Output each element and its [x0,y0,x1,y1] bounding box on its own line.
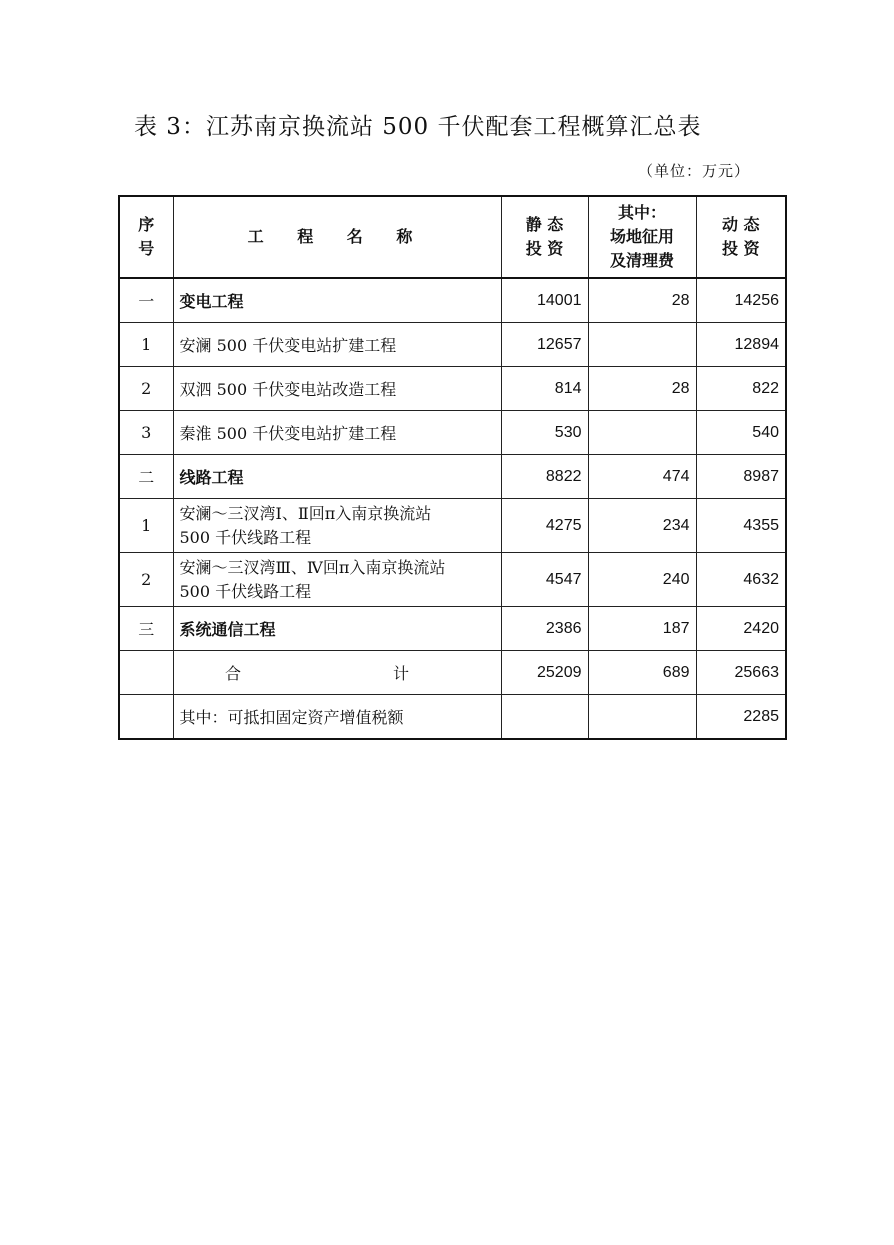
header-seq: 序 号 [119,196,173,278]
row-static: 14001 [501,278,588,323]
vat-dynamic: 2285 [696,695,786,740]
total-land: 689 [588,651,696,695]
unit-note: （单位：万元） [638,162,751,180]
row-static: 4547 [501,553,588,607]
header-name: 工 程 名 称 [173,196,501,278]
row-land: 187 [588,607,696,651]
table-header-row [119,196,786,278]
row-land [588,323,696,367]
vat-land [588,695,696,740]
row-land: 234 [588,499,696,553]
row-name: 线路工程 [173,455,501,499]
row-name: 安澜 500 千伏变电站扩建工程 [173,323,501,367]
row-seq: 3 [119,411,173,455]
summary-table [118,195,787,740]
row-name: 安澜～三汊湾Ⅲ、Ⅳ回π入南京换流站 500 千伏线路工程 [173,553,501,607]
vat-row [119,695,786,740]
table-row [119,323,786,367]
row-seq: 1 [119,499,173,553]
row-land: 240 [588,553,696,607]
table-row [119,499,786,553]
row-dynamic: 4355 [696,499,786,553]
table-row [119,607,786,651]
row-seq: 三 [119,607,173,651]
table-row [119,411,786,455]
row-land: 28 [588,278,696,323]
table-row [119,553,786,607]
row-name: 秦淮 500 千伏变电站扩建工程 [173,411,501,455]
header-dynamic: 动 态 投 资 [696,196,786,278]
row-land [588,411,696,455]
header-land: 其中： 场地征用 及清理费 [588,196,696,278]
row-seq [119,651,173,695]
vat-label: 其中：可抵扣固定资产增值税额 [173,695,501,740]
row-dynamic: 8987 [696,455,786,499]
row-static: 8822 [501,455,588,499]
row-seq: 2 [119,553,173,607]
table-row [119,278,786,323]
row-static: 530 [501,411,588,455]
total-row [119,651,786,695]
row-dynamic: 12894 [696,323,786,367]
row-name: 系统通信工程 [173,607,501,651]
row-seq: 1 [119,323,173,367]
row-name: 变电工程 [173,278,501,323]
row-static: 2386 [501,607,588,651]
row-name: 双泗 500 千伏变电站改造工程 [173,367,501,411]
row-land: 474 [588,455,696,499]
row-land: 28 [588,367,696,411]
header-static: 静 态 投 资 [501,196,588,278]
row-seq: 2 [119,367,173,411]
row-dynamic: 4632 [696,553,786,607]
page-title: 表 3：江苏南京换流站 500 千伏配套工程概算汇总表 [134,114,702,140]
total-static: 25209 [501,651,588,695]
table-row [119,455,786,499]
row-dynamic: 540 [696,411,786,455]
row-dynamic: 2420 [696,607,786,651]
table-row [119,367,786,411]
row-name: 安澜～三汊湾Ⅰ、Ⅱ回π入南京换流站 500 千伏线路工程 [173,499,501,553]
row-dynamic: 822 [696,367,786,411]
row-static: 4275 [501,499,588,553]
row-static: 12657 [501,323,588,367]
row-static: 814 [501,367,588,411]
vat-static [501,695,588,740]
row-seq: 二 [119,455,173,499]
row-seq [119,695,173,740]
total-label: 合 计 [173,651,501,695]
row-seq: 一 [119,278,173,323]
row-dynamic: 14256 [696,278,786,323]
total-dynamic: 25663 [696,651,786,695]
